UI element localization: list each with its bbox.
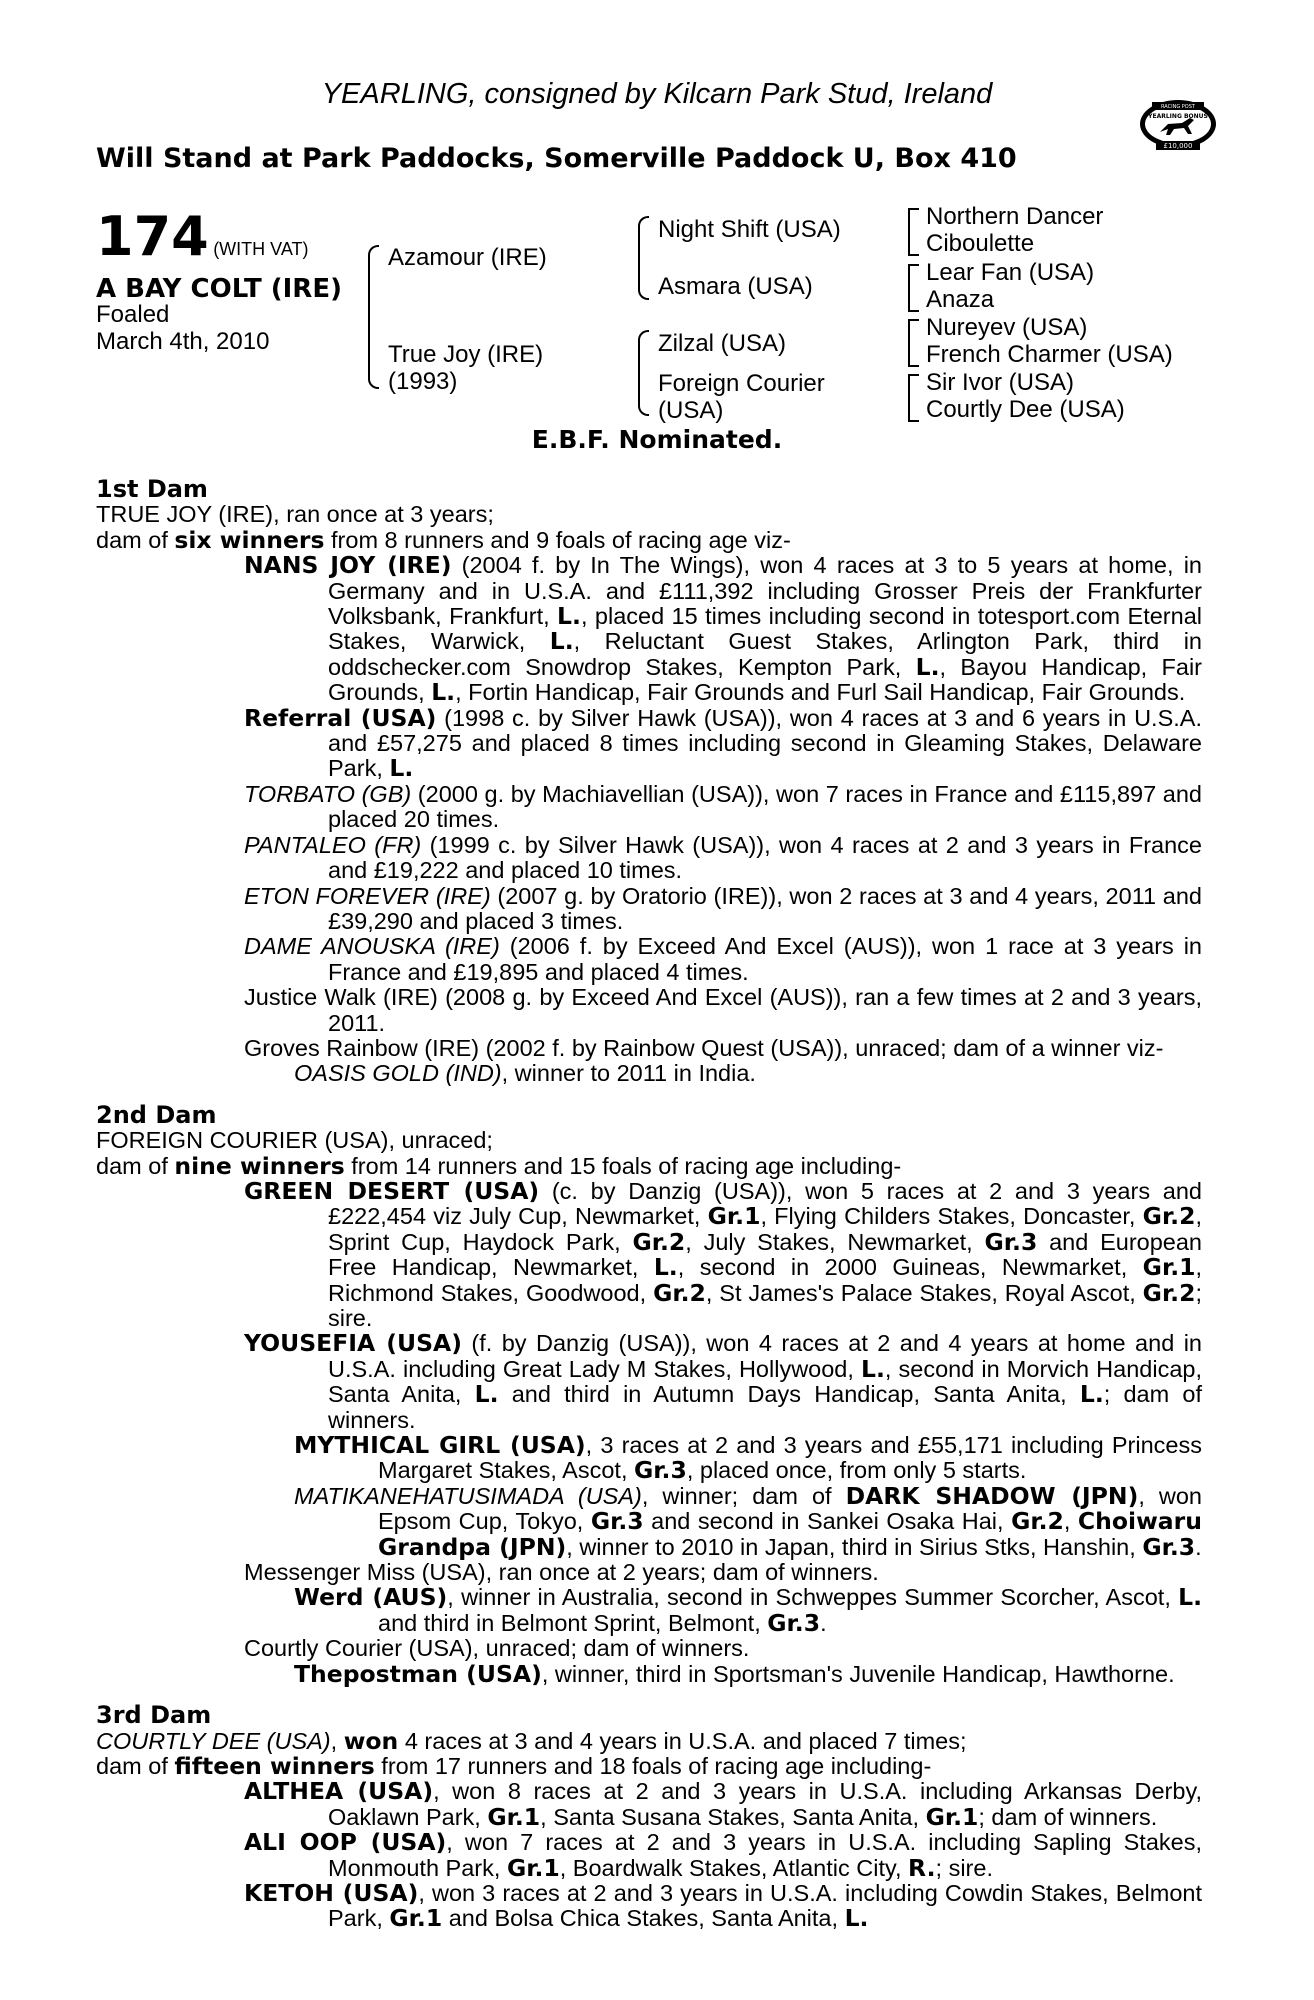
foaled-date: March 4th, 2010 bbox=[96, 328, 270, 355]
first-dam-line1: TRUE JOY (IRE), ran once at 3 years; bbox=[96, 501, 494, 528]
pedigree-sdd: Anaza bbox=[926, 286, 995, 313]
second-dam-line2: dam of nine winners from 14 runners and 15 foals of racing age including- bbox=[96, 1151, 902, 1180]
pedigree-ssd: Ciboulette bbox=[926, 230, 1035, 257]
progeny-dame-anouska: DAME ANOUSKA (IRE) (2006 f. by Exceed And Excel (AUS)), won 1 race at 3 years in France and £19,895 and placed 4 times. bbox=[244, 933, 1203, 985]
pedigree-dam-year: (1993) bbox=[388, 368, 458, 395]
pedigree-ddd: Courtly Dee (USA) bbox=[926, 396, 1125, 423]
second-dam-heading: 2nd Dam bbox=[96, 1100, 217, 1129]
pedigree-dss: Nureyev (USA) bbox=[926, 314, 1088, 341]
progeny-mythical-girl: MYTHICAL GIRL (USA), 3 races at 2 and 3 years and £55,171 including Princess Margaret Stakes, Ascot, Gr.3, placed once, from only 5 starts. bbox=[294, 1431, 1202, 1485]
stand-location: Will Stand at Park Paddocks, Somerville Paddock U, Box 410 bbox=[96, 143, 1017, 174]
first-dam-line2: dam of six winners from 8 runners and 9 foals of racing age viz- bbox=[96, 525, 791, 554]
second-dam-line1: FOREIGN COURIER (USA), unraced; bbox=[96, 1127, 493, 1154]
progeny-althea: ALTHEA (USA), won 8 races at 2 and 3 years in U.S.A. including Arkansas Derby, Oaklawn Park, Gr.1, Santa Susana Stakes, Santa Anita, Gr.1; dam of winners. bbox=[244, 1777, 1202, 1831]
pedigree-sire: Azamour (IRE) bbox=[388, 244, 547, 271]
progeny-torbato: TORBATO (GB) (2000 g. by Machiavellian (USA)), won 7 races in France and £115,897 and placed 20 times. bbox=[244, 780, 1202, 833]
brace-4 bbox=[908, 374, 919, 422]
first-dam-heading: 1st Dam bbox=[96, 475, 208, 503]
progeny-ketoh: KETOH (USA), won 3 races at 2 and 3 years in U.S.A. including Cowdin Stakes, Belmont Park, Gr.1 and Bolsa Chica Stakes, Santa Anita, L. bbox=[244, 1878, 1203, 1933]
pedigree-dam-sire: Zilzal (USA) bbox=[658, 330, 787, 357]
progeny-groves-rainbow: Groves Rainbow (IRE) (2002 f. by Rainbow Quest (USA)), unraced; dam of a winner viz- bbox=[244, 1034, 1164, 1061]
third-dam-line1: COURTLY DEE (USA), won 4 races at 3 and 4 years in U.S.A. and placed 7 times; bbox=[96, 1726, 967, 1755]
pedigree-sire-dam: Asmara (USA) bbox=[658, 273, 813, 300]
svg-text:£10,000: £10,000 bbox=[1163, 142, 1193, 150]
sale-title: YEARLING, consigned by Kilcarn Park Stud, Ireland bbox=[321, 78, 993, 110]
progeny-yousefia: YOUSEFIA (USA) (f. by Danzig (USA)), won 4 races at 2 and 4 years at home and in U.S.A. including Great Lady M Stakes, Hollywood, L., second in Morvich Handicap, Santa Anita, L. and third in Autumn Days Handicap, Santa Anita, L.; dam of winners. bbox=[244, 1329, 1202, 1433]
progeny-matikanehatusimada: MATIKANEHATUSIMADA (USA), winner; dam of DARK SHADOW (JPN), won Epsom Cup, Tokyo, Gr.3 and second in Sankei Osaka Hai, Gr.2, Choiwaru Grandpa (JPN), winner to 2010 in Japan, third in Sirius Stks, Hanshin, Gr.3. bbox=[294, 1481, 1202, 1561]
brace-1 bbox=[908, 208, 919, 256]
third-dam-heading: 3rd Dam bbox=[96, 1701, 212, 1730]
pedigree-dam: True Joy (IRE) bbox=[388, 341, 544, 368]
lot-number: 174 bbox=[96, 205, 209, 268]
progeny-justice-walk: Justice Walk (IRE) (2008 g. by Exceed And Excel (AUS)), ran a few times at 2 and 3 years, 2011. bbox=[244, 984, 1202, 1036]
brace-2 bbox=[908, 264, 919, 312]
ebf-nominated: E.B.F. Nominated. bbox=[531, 425, 783, 454]
vat-note: (WITH VAT) bbox=[213, 239, 309, 259]
svg-text:YEARLING BONUS: YEARLING BONUS bbox=[1148, 113, 1208, 120]
progeny-werd: Werd (AUS), winner in Australia, second in Schweppes Summer Scorcher, Ascot, L. and third in Belmont Sprint, Belmont, Gr.3. bbox=[294, 1583, 1202, 1637]
progeny-referral: Referral (USA) (1998 c. by Silver Hawk (USA)), won 4 races at 3 and 6 years in U.S.A. and £57,275 and placed 8 times including second in Gleaming Stakes, Delaware Park, L. bbox=[244, 703, 1202, 783]
foaled-label: Foaled bbox=[96, 301, 170, 328]
svg-text:RACING POST: RACING POST bbox=[1161, 104, 1195, 110]
progeny-pantaleo: PANTALEO (FR) (1999 c. by Silver Hawk (USA)), won 4 races at 2 and 3 years in France and £19,222 and placed 10 times. bbox=[244, 831, 1202, 884]
yearling-bonus-badge bbox=[1138, 96, 1218, 154]
progeny-oasis-gold: OASIS GOLD (IND), winner to 2011 in India. bbox=[294, 1060, 756, 1087]
brace-3 bbox=[908, 319, 919, 367]
progeny-eton-forever: ETON FOREVER (IRE) (2007 g. by Oratorio (IRE)), won 2 races at 3 and 4 years, 2011 and £39,290 and placed 3 times. bbox=[244, 882, 1202, 934]
progeny-green-desert: GREEN DESERT (USA) (c. by Danzig (USA)), won 5 races at 2 and 3 years and £222,454 viz July Cup, Newmarket, Gr.1, Flying Childers Stakes, Doncaster, Gr.2, Sprint Cup, Haydock Park, Gr.2, July Stakes, Newmarket, Gr.3 and European Free Handicap, Newmarket, L., second in 2000 Guineas, Newmarket, Gr.1, Richmond Stakes, Goodwood, Gr.2, St James's Palace Stakes, Royal Ascot, Gr.2; sire. bbox=[244, 1176, 1203, 1331]
progeny-messenger-miss: Messenger Miss (USA), ran once at 2 years; dam of winners. bbox=[244, 1559, 879, 1586]
pedigree-sire-sire: Night Shift (USA) bbox=[658, 216, 841, 243]
pedigree-dsd: French Charmer (USA) bbox=[926, 341, 1173, 368]
progeny-nans-joy: NANS JOY (IRE) (2004 f. by In The Wings), won 4 races at 3 to 5 years at home, in Germany and in U.S.A. and £111,392 including Grosser Preis der Frankfurter Volksbank, Frankfurt, L., placed 15 times including second in totesport.com Eternal Stakes, Warwick, L., Reluctant Guest Stakes, Arlington Park, third in oddschecker.com Snowdrop Stakes, Kempton Park, L., Bayou Handicap, Fair Grounds, L., Fortin Handicap, Fair Grounds and Furl Sail Handicap, Fair Grounds. bbox=[244, 551, 1203, 707]
sire-parents-brace bbox=[638, 216, 649, 300]
sire-dam-brace bbox=[368, 245, 379, 389]
dam-parents-brace bbox=[638, 330, 649, 416]
progeny-courtly-courier: Courtly Courier (USA), unraced; dam of winners. bbox=[244, 1635, 750, 1662]
pedigree-sds: Lear Fan (USA) bbox=[926, 259, 1095, 286]
pedigree-sss: Northern Dancer bbox=[926, 203, 1104, 230]
pedigree-dds: Sir Ivor (USA) bbox=[926, 369, 1075, 396]
horse-name: A BAY COLT (IRE) bbox=[96, 274, 342, 304]
third-dam-line2: dam of fifteen winners from 17 runners and 18 foals of racing age including- bbox=[96, 1751, 932, 1780]
lot-number-row bbox=[96, 205, 309, 268]
progeny-thepostman: Thepostman (USA), winner, third in Sportsman's Juvenile Handicap, Hawthorne. bbox=[294, 1659, 1175, 1688]
catalogue-body bbox=[96, 477, 1202, 1932]
pedigree-dam-dam: Foreign Courier bbox=[658, 370, 825, 397]
pedigree-dam-dam-country: (USA) bbox=[658, 397, 724, 424]
progeny-ali-oop: ALI OOP (USA), won 7 races at 2 and 3 years in U.S.A. including Sapling Stakes, Monmouth Park, Gr.1, Boardwalk Stakes, Atlantic City, R.; sire. bbox=[244, 1828, 1202, 1882]
